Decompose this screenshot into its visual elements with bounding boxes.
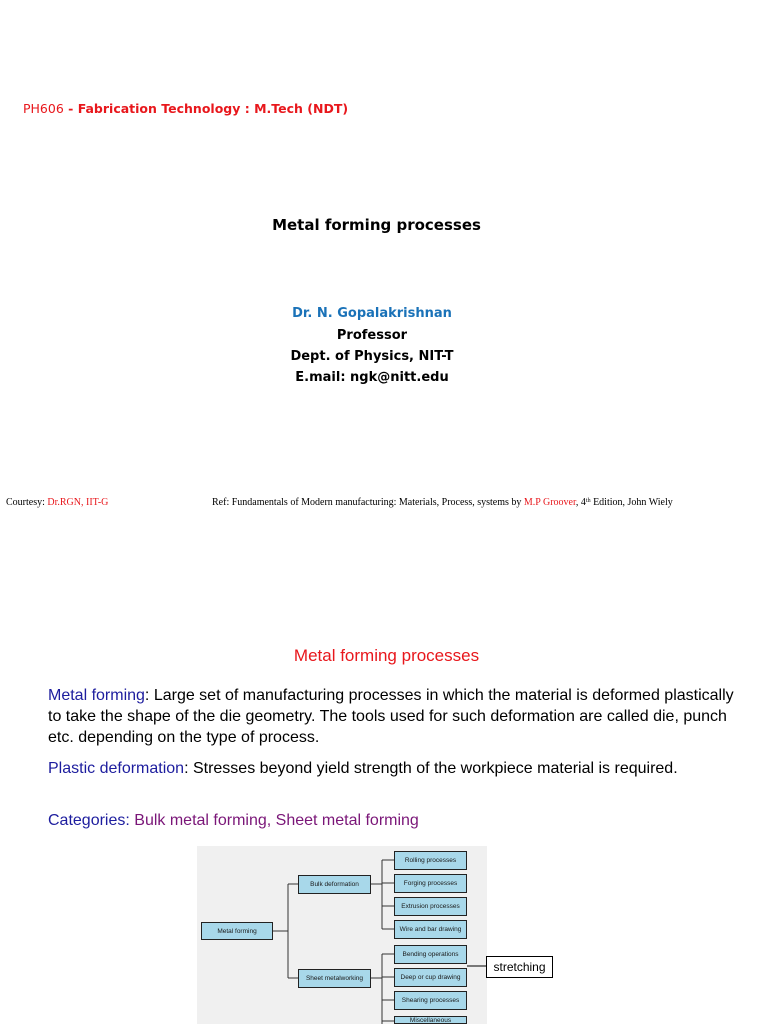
course-code: PH606 — [23, 101, 64, 116]
box-deep-drawing: Deep or cup drawing — [394, 968, 467, 987]
ref-comma: , 4 — [575, 497, 586, 508]
ref-author: M.P Groover — [523, 497, 576, 508]
categories-colon: : — [125, 812, 135, 829]
box-miscellaneous: Miscellaneous — [394, 1016, 467, 1024]
ref-suffix: Edition, John Wiely — [590, 497, 673, 508]
box-wire-bar: Wire and bar drawing — [394, 920, 467, 939]
courtesy-name: Dr.RGN, IIT-G — [47, 497, 109, 508]
course-name: - Fabrication Technology : M.Tech (NDT) — [63, 101, 349, 116]
author-role: Professor — [336, 328, 408, 343]
ref-prefix: Ref: Fundamentals of Modern manufacturing: Materials, Process, systems by — [212, 497, 524, 508]
categories-list: Bulk metal forming, Sheet metal forming — [134, 812, 419, 829]
box-sheet-metalworking: Sheet metalworking — [298, 969, 371, 988]
box-extrusion: Extrusion processes — [394, 897, 467, 916]
box-shearing: Shearing processes — [394, 991, 467, 1010]
author-email: E.mail: ngk@nitt.edu — [295, 370, 449, 385]
box-rolling: Rolling processes — [394, 851, 467, 870]
ref-sup: th — [585, 498, 591, 504]
term-metal-forming: Metal forming — [48, 687, 145, 704]
box-forging: Forging processes — [394, 874, 467, 893]
text-plastic-deformation: : Stresses beyond yield strength of the workpiece material is required. — [184, 760, 678, 777]
slide1-title: Metal forming processes — [272, 216, 481, 234]
author-name: Dr. N. Gopalakrishnan — [292, 306, 452, 321]
text-metal-forming: : Large set of manufacturing processes in which the material is deformed plastically to take the shape of the die geometry. The tools used for such deformation are called die, punch etc. depending on the type of process. — [48, 687, 734, 746]
courtesy-label: Courtesy: — [6, 497, 48, 508]
box-bulk-deformation: Bulk deformation — [298, 875, 371, 894]
author-dept: Dept. of Physics, NIT-T — [290, 349, 454, 364]
box-bending: Bending operations — [394, 945, 467, 964]
term-plastic-deformation: Plastic deformation — [48, 760, 185, 777]
box-stretching: stretching — [486, 956, 553, 978]
box-metal-forming: Metal forming — [201, 922, 273, 940]
term-categories: Categories — [48, 812, 126, 829]
slide2-title: Metal forming processes — [293, 646, 480, 665]
